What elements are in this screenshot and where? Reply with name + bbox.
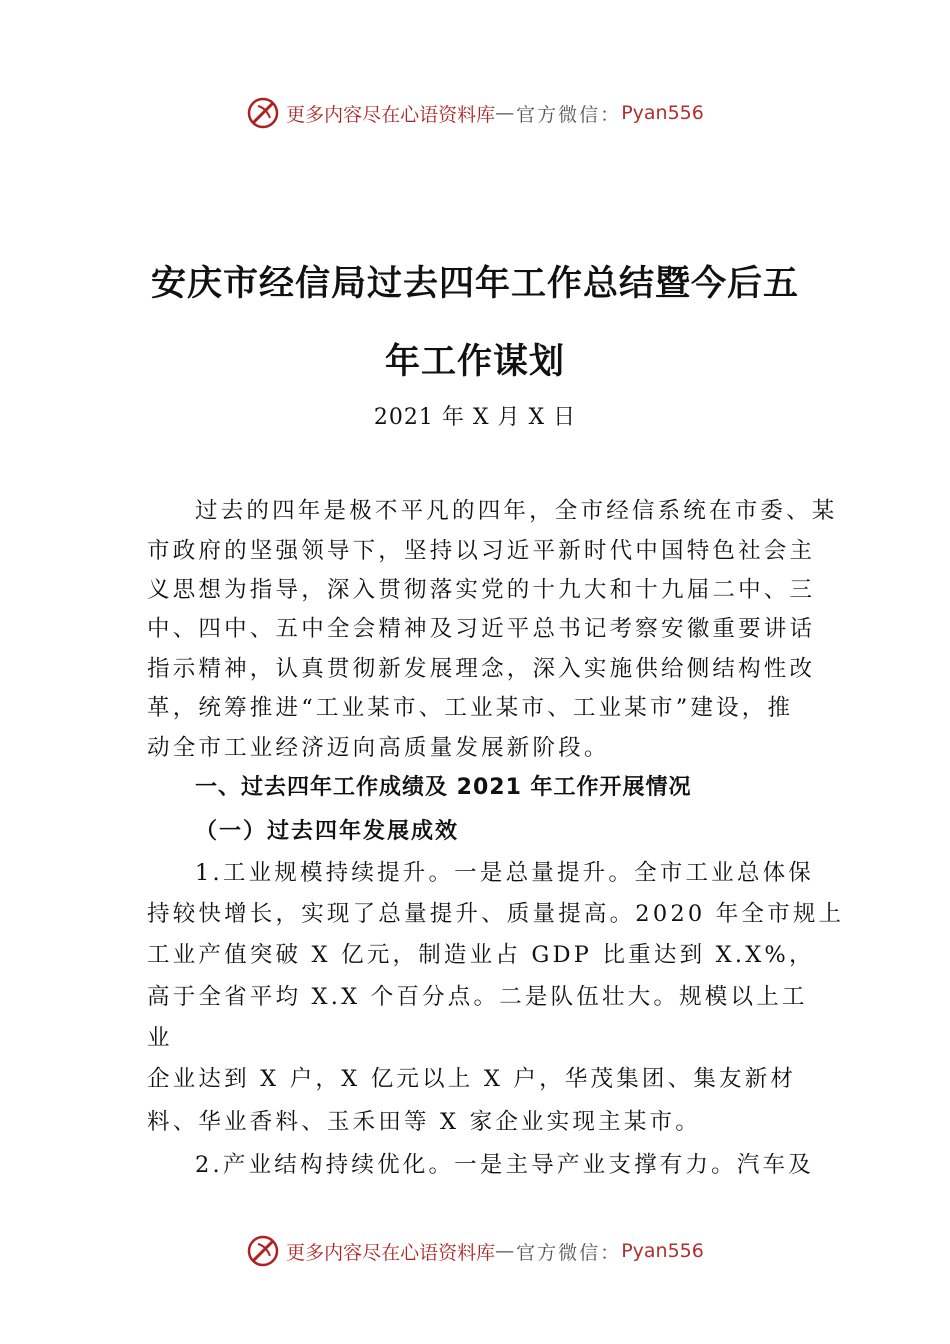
section-heading: 一、过去四年工作成绩及 2021 年工作开展情况	[195, 775, 692, 800]
document-title-line1: 安庆市经信局过去四年工作总结暨今后五	[150, 264, 799, 304]
watermark-brand: 更多内容尽在心语资料库	[286, 103, 496, 126]
watermark-header	[0, 96, 950, 130]
watermark-dash: —	[495, 1240, 517, 1262]
body-line: 市政府的坚强领导下，坚持以习近平新时代中国特色社会主	[147, 538, 816, 564]
body-line: 2.产业结构持续优化。一是主导产业支撑有力。汽车及	[195, 1152, 814, 1178]
quill-logo-icon	[246, 96, 280, 130]
watermark-label: 官方微信：	[516, 1241, 622, 1264]
body-line: 过去的四年是极不平凡的四年，全市经信系统在市委、某	[195, 498, 838, 524]
body-line: 高于全省平均 X.X 个百分点。二是队伍壮大。规模以上工	[147, 984, 808, 1010]
body-line: 持较快增长，实现了总量提升、质量提高。2020 年全市规上	[147, 901, 845, 927]
watermark-id: Pyan556	[621, 102, 704, 124]
body-line: 义思想为指导，深入贯彻落实党的十九大和十九届二中、三	[147, 577, 816, 603]
body-line: 工业产值突破 X 亿元，制造业占 GDP 比重达到 X.X%，	[147, 942, 815, 968]
watermark-brand: 更多内容尽在心语资料库	[286, 1241, 496, 1264]
body-line: 料、华业香料、玉禾田等 X 家企业实现主某市。	[147, 1109, 701, 1135]
watermark-id: Pyan556	[621, 1240, 704, 1262]
document-title-line2: 年工作谋划	[384, 342, 565, 382]
body-line: 1.工业规模持续提升。一是总量提升。全市工业总体保	[195, 860, 814, 886]
quill-logo-icon	[246, 1234, 280, 1268]
body-line: 企业达到 X 户，X 亿元以上 X 户，华茂集团、集友新材	[147, 1066, 797, 1092]
watermark-footer	[0, 1234, 950, 1268]
body-line: 革，统筹推进“工业某市、工业某市、工业某市”建设，推	[147, 695, 794, 721]
body-line: 指示精神，认真贯彻新发展理念，深入实施供给侧结构性改	[147, 656, 816, 682]
body-line: 动全市工业经济迈向高质量发展新阶段。	[147, 735, 610, 761]
watermark-label: 官方微信：	[516, 103, 622, 126]
watermark-dash: —	[495, 102, 517, 124]
subsection-heading: （一）过去四年发展成效	[195, 818, 460, 844]
body-line: 中、四中、五中全会精神及习近平总书记考察安徽重要讲话	[147, 616, 816, 642]
body-line: 业	[147, 1025, 173, 1051]
document-date: 2021 年 X 月 X 日	[373, 405, 577, 430]
